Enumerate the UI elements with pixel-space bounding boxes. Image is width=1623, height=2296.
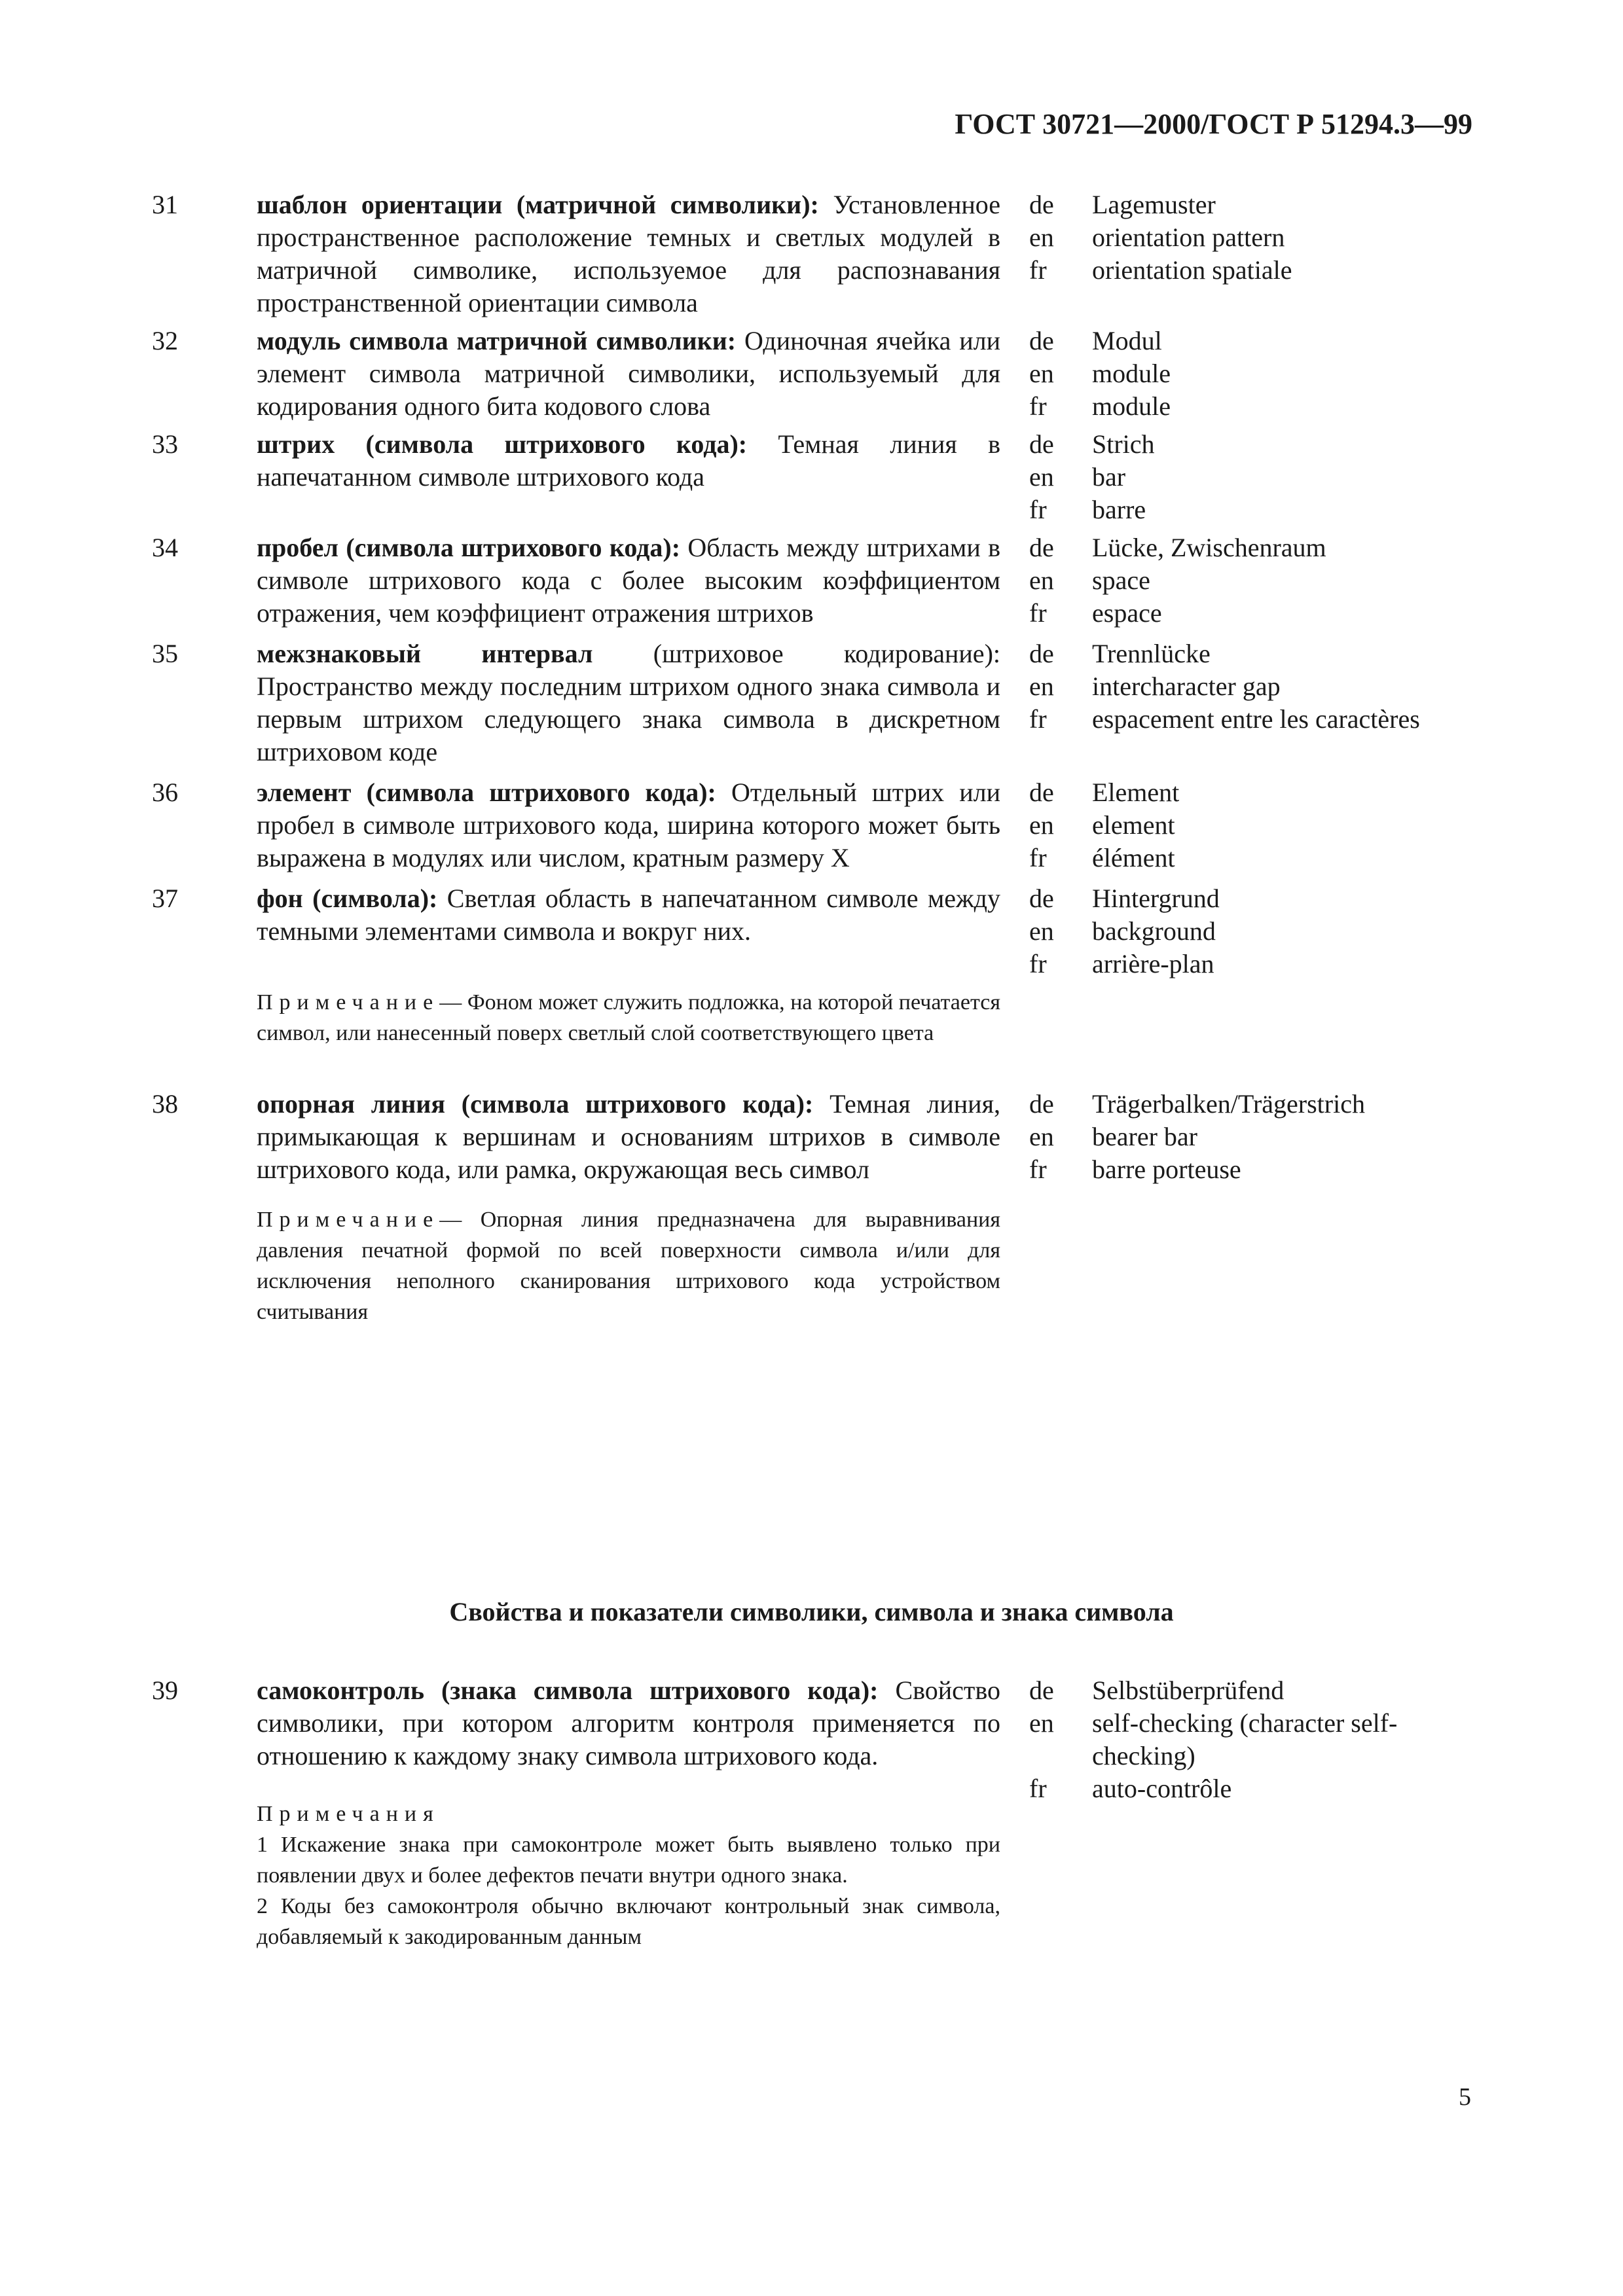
translation-row bbox=[1029, 325, 1461, 357]
note-text bbox=[257, 1204, 1000, 1327]
term-entry-35 bbox=[152, 637, 1487, 768]
term-definition bbox=[257, 1674, 1000, 1772]
term-number: 34 bbox=[152, 533, 178, 562]
translation-row bbox=[1029, 1772, 1461, 1805]
lang-code: de bbox=[1029, 884, 1054, 913]
translations bbox=[1029, 325, 1461, 423]
term-name: модуль символа матричной символики: bbox=[257, 326, 737, 355]
term-definition bbox=[257, 531, 1000, 630]
term-definition bbox=[257, 1088, 1000, 1186]
term-number: 37 bbox=[152, 884, 178, 913]
page-number: 5 bbox=[1459, 2083, 1471, 2111]
term-name: фон (символа): bbox=[257, 884, 438, 913]
term-number: 38 bbox=[152, 1089, 178, 1119]
translation-row bbox=[1029, 809, 1461, 842]
translation-text: orientation spatiale bbox=[1092, 255, 1292, 285]
translation-row bbox=[1029, 1088, 1461, 1121]
translation-text: Modul bbox=[1092, 326, 1162, 355]
translation-text: orientation pattern bbox=[1092, 223, 1285, 252]
translation-text: intercharacter gap bbox=[1092, 672, 1281, 701]
translation-text: espace bbox=[1092, 598, 1162, 628]
terms-list bbox=[152, 1674, 1487, 1952]
lang-code: de bbox=[1029, 190, 1054, 219]
term-body bbox=[257, 637, 1000, 768]
note-title: Примечание bbox=[257, 990, 440, 1014]
notes bbox=[257, 1799, 1000, 1952]
translation-row bbox=[1029, 1121, 1461, 1153]
definition-text: Светлая область в напечатанном символе между темными элементами символа и вокруг них. bbox=[257, 884, 1000, 946]
term-entry-36 bbox=[152, 776, 1487, 874]
translation-row bbox=[1029, 461, 1461, 493]
translation-row bbox=[1029, 948, 1461, 980]
lang-code: fr bbox=[1029, 1774, 1047, 1803]
lang-code: de bbox=[1029, 639, 1054, 668]
translation-text: bearer bar bbox=[1092, 1122, 1197, 1151]
translations bbox=[1029, 1674, 1461, 1805]
term-body bbox=[257, 531, 1000, 630]
term-name: опорная линия (символа штрихового кода): bbox=[257, 1089, 814, 1119]
translation-row bbox=[1029, 428, 1461, 461]
translation-text: espacement entre les caractères bbox=[1092, 704, 1420, 734]
translation-text: barre bbox=[1092, 495, 1146, 524]
lang-code: fr bbox=[1029, 495, 1047, 524]
translation-text: élément bbox=[1092, 843, 1175, 872]
term-name: пробел (символа штрихового кода): bbox=[257, 533, 681, 562]
lang-code: fr bbox=[1029, 704, 1047, 734]
note-line: — Фоном может служить подложка, на которой печатается символ, или нанесенный поверх светлый слой соответствующего цвета bbox=[257, 990, 1000, 1045]
translation-text: element bbox=[1092, 810, 1175, 840]
translations bbox=[1029, 531, 1461, 630]
term-number: 35 bbox=[152, 639, 178, 668]
lang-code: en bbox=[1029, 916, 1054, 946]
translation-row bbox=[1029, 842, 1461, 874]
translation-text: bar bbox=[1092, 462, 1126, 492]
term-body bbox=[257, 1674, 1000, 1952]
term-name: штрих (символа штрихового кода): bbox=[257, 429, 748, 459]
translation-text: background bbox=[1092, 916, 1216, 946]
translation-row bbox=[1029, 531, 1461, 564]
lang-code: de bbox=[1029, 778, 1054, 807]
translation-row bbox=[1029, 357, 1461, 390]
translation-row bbox=[1029, 882, 1461, 915]
note bbox=[257, 987, 1000, 1049]
lang-code: en bbox=[1029, 1122, 1054, 1151]
note-title: Примечание bbox=[257, 1208, 440, 1232]
section-heading: Свойства и показатели символики, символа и знака символа bbox=[449, 1597, 1174, 1626]
term-definition bbox=[257, 882, 1000, 948]
translation-text: Hintergrund bbox=[1092, 884, 1220, 913]
term-entry-33 bbox=[152, 428, 1487, 526]
lang-code: de bbox=[1029, 1676, 1054, 1705]
lang-code: fr bbox=[1029, 949, 1047, 978]
translation-text: barre porteuse bbox=[1092, 1155, 1241, 1184]
translations bbox=[1029, 882, 1461, 980]
term-number: 39 bbox=[152, 1676, 178, 1705]
definition-text: Одиночная ячейка или элемент символа матричной символики, используемый для кодирования одного бита кодового слова bbox=[257, 326, 1000, 421]
definition-text: Темная линия, примыкающая к вершинам и основаниям штрихов в символе штрихового кода, или рамка, окружающая весь символ bbox=[257, 1089, 1000, 1184]
note-text bbox=[257, 987, 1000, 1049]
definition-text: Область между штрихами в символе штрихового кода с более высоким коэффициентом отражения, чем коэффициент отражения штрихов bbox=[257, 533, 1000, 628]
lang-code: en bbox=[1029, 1708, 1054, 1738]
lang-code: fr bbox=[1029, 1155, 1047, 1184]
definition-text: Отдельный штрих или пробел в символе штрихового кода, ширина которого может быть выражена в модулях или числом, кратным размеру X bbox=[257, 778, 1000, 872]
term-entry-31 bbox=[152, 188, 1487, 319]
translation-text: Lücke, Zwischenraum bbox=[1092, 533, 1326, 562]
lang-code: de bbox=[1029, 429, 1054, 459]
translation-text: module bbox=[1092, 391, 1171, 421]
term-entry-34 bbox=[152, 531, 1487, 630]
translations bbox=[1029, 776, 1461, 874]
note bbox=[257, 1204, 1000, 1327]
translation-row bbox=[1029, 221, 1461, 254]
term-body bbox=[257, 188, 1000, 319]
translation-row bbox=[1029, 493, 1461, 526]
lang-code: fr bbox=[1029, 255, 1047, 285]
term-name: шаблон ориентации (матричной символики): bbox=[257, 190, 819, 219]
translation-text: auto-contrôle bbox=[1092, 1774, 1232, 1803]
lang-code: en bbox=[1029, 565, 1054, 595]
lang-code: fr bbox=[1029, 843, 1047, 872]
translation-text: self-checking (character self-checking) bbox=[1092, 1708, 1398, 1770]
lang-code: de bbox=[1029, 326, 1054, 355]
definition-text: Установленное пространственное расположение темных и светлых модулей в матричной символике, используемое для распознавания пространственной ориентации символа bbox=[257, 190, 1000, 317]
lang-code: en bbox=[1029, 810, 1054, 840]
term-number: 32 bbox=[152, 326, 178, 355]
term-number: 33 bbox=[152, 429, 178, 459]
translations bbox=[1029, 428, 1461, 526]
translation-row bbox=[1029, 1153, 1461, 1186]
term-body bbox=[257, 1088, 1000, 1327]
translations bbox=[1029, 188, 1461, 287]
term-name: элемент (символа штрихового кода): bbox=[257, 778, 716, 807]
term-number: 36 bbox=[152, 778, 178, 807]
lang-code: en bbox=[1029, 462, 1054, 492]
translation-text: module bbox=[1092, 359, 1171, 388]
lang-code: en bbox=[1029, 359, 1054, 388]
translations bbox=[1029, 1088, 1461, 1186]
term-definition bbox=[257, 188, 1000, 319]
term-name: межзнаковый интервал bbox=[257, 639, 593, 668]
term-entry-38 bbox=[152, 1088, 1487, 1327]
lang-code: fr bbox=[1029, 391, 1047, 421]
terms-list bbox=[152, 188, 1487, 1327]
note-line: — Опорная линия предназначена для выравнивания давления печатной формой по всей поверхности символа и/или для исключения неполного сканирования штрихового кода устройством считывания bbox=[257, 1208, 1000, 1324]
definition-text: Свойство символики, при котором алгоритм контроля применяется по отношению к каждому знаку символа штрихового кода. bbox=[257, 1676, 1000, 1770]
translation-row bbox=[1029, 390, 1461, 423]
translation-row bbox=[1029, 597, 1461, 630]
translation-text: Lagemuster bbox=[1092, 190, 1216, 219]
translations bbox=[1029, 637, 1461, 736]
translation-text: Element bbox=[1092, 778, 1180, 807]
translation-text: Selbstüberprüfend bbox=[1092, 1676, 1285, 1705]
term-body bbox=[257, 428, 1000, 493]
translation-row bbox=[1029, 188, 1461, 221]
translation-row bbox=[1029, 703, 1461, 736]
note-line: 2 Коды без самоконтроля обычно включают контрольный знак символа, добавляемый к закодированным данным bbox=[257, 1894, 1000, 1949]
term-name: самоконтроль (знака символа штрихового кода): bbox=[257, 1676, 879, 1705]
term-entry-39 bbox=[152, 1674, 1487, 1952]
term-definition bbox=[257, 428, 1000, 493]
lang-code: en bbox=[1029, 672, 1054, 701]
translation-text: arrière-plan bbox=[1092, 949, 1214, 978]
document-code: ГОСТ 30721—2000/ГОСТ Р 51294.3—99 bbox=[955, 108, 1472, 140]
lang-code: de bbox=[1029, 533, 1054, 562]
translation-text: Trägerbalken/Trägerstrich bbox=[1092, 1089, 1365, 1119]
definition-text: Темная линия в напечатанном символе штрихового кода bbox=[257, 429, 1000, 492]
translation-row bbox=[1029, 637, 1461, 670]
term-entry-37 bbox=[152, 882, 1487, 1049]
lang-code: en bbox=[1029, 223, 1054, 252]
translation-row bbox=[1029, 254, 1461, 287]
term-definition bbox=[257, 776, 1000, 874]
translation-text: Strich bbox=[1092, 429, 1155, 459]
translation-row bbox=[1029, 670, 1461, 703]
term-definition bbox=[257, 325, 1000, 423]
note-line: 1 Искажение знака при самоконтроле может быть выявлено только при появлении двух и более дефектов печати внутри одного знака. bbox=[257, 1833, 1000, 1888]
translation-row bbox=[1029, 915, 1461, 948]
term-body bbox=[257, 776, 1000, 874]
term-entry-32 bbox=[152, 325, 1487, 423]
term-body bbox=[257, 882, 1000, 1049]
translation-row bbox=[1029, 776, 1461, 809]
lang-code: fr bbox=[1029, 598, 1047, 628]
translation-row bbox=[1029, 564, 1461, 597]
term-number: 31 bbox=[152, 190, 178, 219]
term-definition bbox=[257, 637, 1000, 768]
translation-text: space bbox=[1092, 565, 1150, 595]
translation-row bbox=[1029, 1707, 1461, 1772]
lang-code: de bbox=[1029, 1089, 1054, 1119]
translation-row bbox=[1029, 1674, 1461, 1707]
translation-text: Trennlücke bbox=[1092, 639, 1211, 668]
term-body bbox=[257, 325, 1000, 423]
definition-text: (штриховое кодирование): Пространство между последним штрихом одного знака символа и первым штрихом следующего знака символа в дискретном штриховом коде bbox=[257, 639, 1000, 766]
note-title: Примечания bbox=[257, 1802, 440, 1826]
